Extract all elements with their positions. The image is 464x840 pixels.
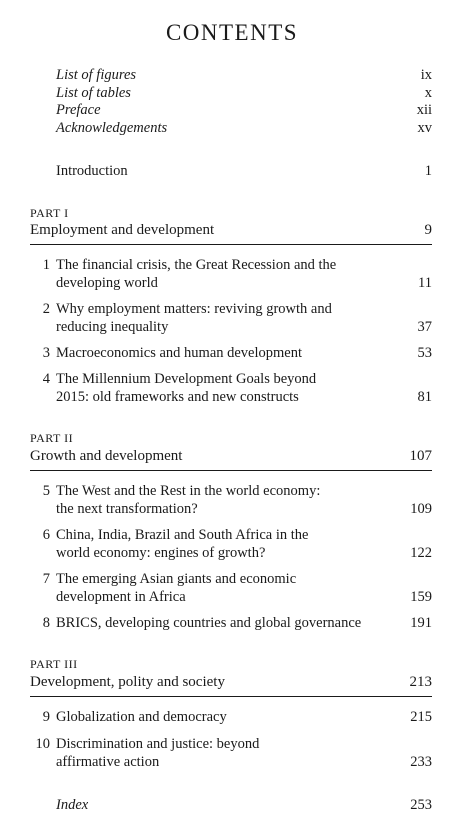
chapter-title-line2: affirmative action xyxy=(56,754,160,770)
part-label: PART I xyxy=(30,206,69,220)
part-title-row[interactable] xyxy=(30,448,432,465)
entry-label: Preface xyxy=(56,102,101,118)
chapter-number: 6 xyxy=(42,527,50,543)
chapter-title-line1: Discrimination and justice: beyond xyxy=(56,736,260,752)
chapter-number: 2 xyxy=(42,301,50,317)
part-page: 9 xyxy=(424,222,432,238)
chapter-page: 233 xyxy=(410,754,432,770)
part-title-row[interactable] xyxy=(30,222,432,239)
chapter-title-line1: Macroeconomics and human development xyxy=(56,345,303,361)
entry-page: xv xyxy=(417,120,432,136)
chapter-number: 9 xyxy=(42,709,50,725)
part-divider xyxy=(30,244,432,245)
part-title-row[interactable] xyxy=(30,674,432,691)
chapter-title-line2: development in Africa xyxy=(56,589,186,605)
chapter-page: 122 xyxy=(410,545,432,561)
part-divider xyxy=(30,470,432,471)
part-label: PART III xyxy=(30,657,78,671)
part-title: Employment and development xyxy=(30,222,215,238)
chapter-title-line2: developing world xyxy=(56,275,158,291)
chapter-title-line2: the next transformation? xyxy=(56,501,198,517)
entry-label: Introduction xyxy=(56,163,128,179)
entry-label: List of figures xyxy=(56,67,137,83)
chapter-number: 7 xyxy=(42,571,50,587)
chapter-page: 191 xyxy=(410,615,432,631)
chapter-page: 37 xyxy=(417,319,432,335)
entry-page: xii xyxy=(416,102,432,118)
chapter-title-line1: China, India, Brazil and South Africa in the xyxy=(56,527,309,543)
chapter-title-line1: The West and the Rest in the world economy: xyxy=(56,483,321,499)
chapter-title-line1: The Millennium Development Goals beyond xyxy=(56,371,317,387)
chapter-number: 4 xyxy=(42,371,50,387)
chapter-page: 11 xyxy=(418,275,432,291)
page-title: CONTENTS xyxy=(165,20,299,45)
chapter-title-line1: Globalization and democracy xyxy=(56,709,227,725)
part-page: 107 xyxy=(409,448,432,464)
chapter-title-line1: The financial crisis, the Great Recession and the xyxy=(56,257,337,273)
chapter-title-line1: BRICS, developing countries and global governance xyxy=(56,615,362,631)
chapter-title-line1: Why employment matters: reviving growth and xyxy=(56,301,332,317)
chapter-page: 109 xyxy=(410,501,432,517)
chapter-number: 5 xyxy=(42,483,50,499)
part-title: Development, polity and society xyxy=(30,674,225,690)
entry-page: x xyxy=(424,85,432,101)
entry-label: Acknowledgements xyxy=(56,120,168,136)
chapter-title-line2: 2015: old frameworks and new constructs xyxy=(56,389,299,405)
entry-page: 253 xyxy=(410,797,432,813)
chapter-page: 215 xyxy=(410,709,432,725)
part-title: Growth and development xyxy=(30,448,183,464)
chapter-page: 81 xyxy=(417,389,432,405)
chapter-number: 1 xyxy=(42,257,50,273)
entry-page: ix xyxy=(420,67,432,83)
chapter-title-line1: The emerging Asian giants and economic xyxy=(56,571,297,587)
chapter-page: 159 xyxy=(410,589,432,605)
chapter-title-line2: reducing inequality xyxy=(56,319,169,335)
chapter-number: 10 xyxy=(35,736,50,752)
part-label: PART II xyxy=(30,431,74,445)
part-divider xyxy=(30,696,432,697)
chapter-number: 8 xyxy=(42,615,50,631)
entry-label: List of tables xyxy=(56,85,131,101)
entry-page: 1 xyxy=(424,163,432,179)
entry-label: Index xyxy=(56,797,89,813)
chapter-title-line2: world economy: engines of growth? xyxy=(56,545,266,561)
chapter-number: 3 xyxy=(42,345,50,361)
chapter-page: 53 xyxy=(417,345,432,361)
part-page: 213 xyxy=(409,674,432,690)
